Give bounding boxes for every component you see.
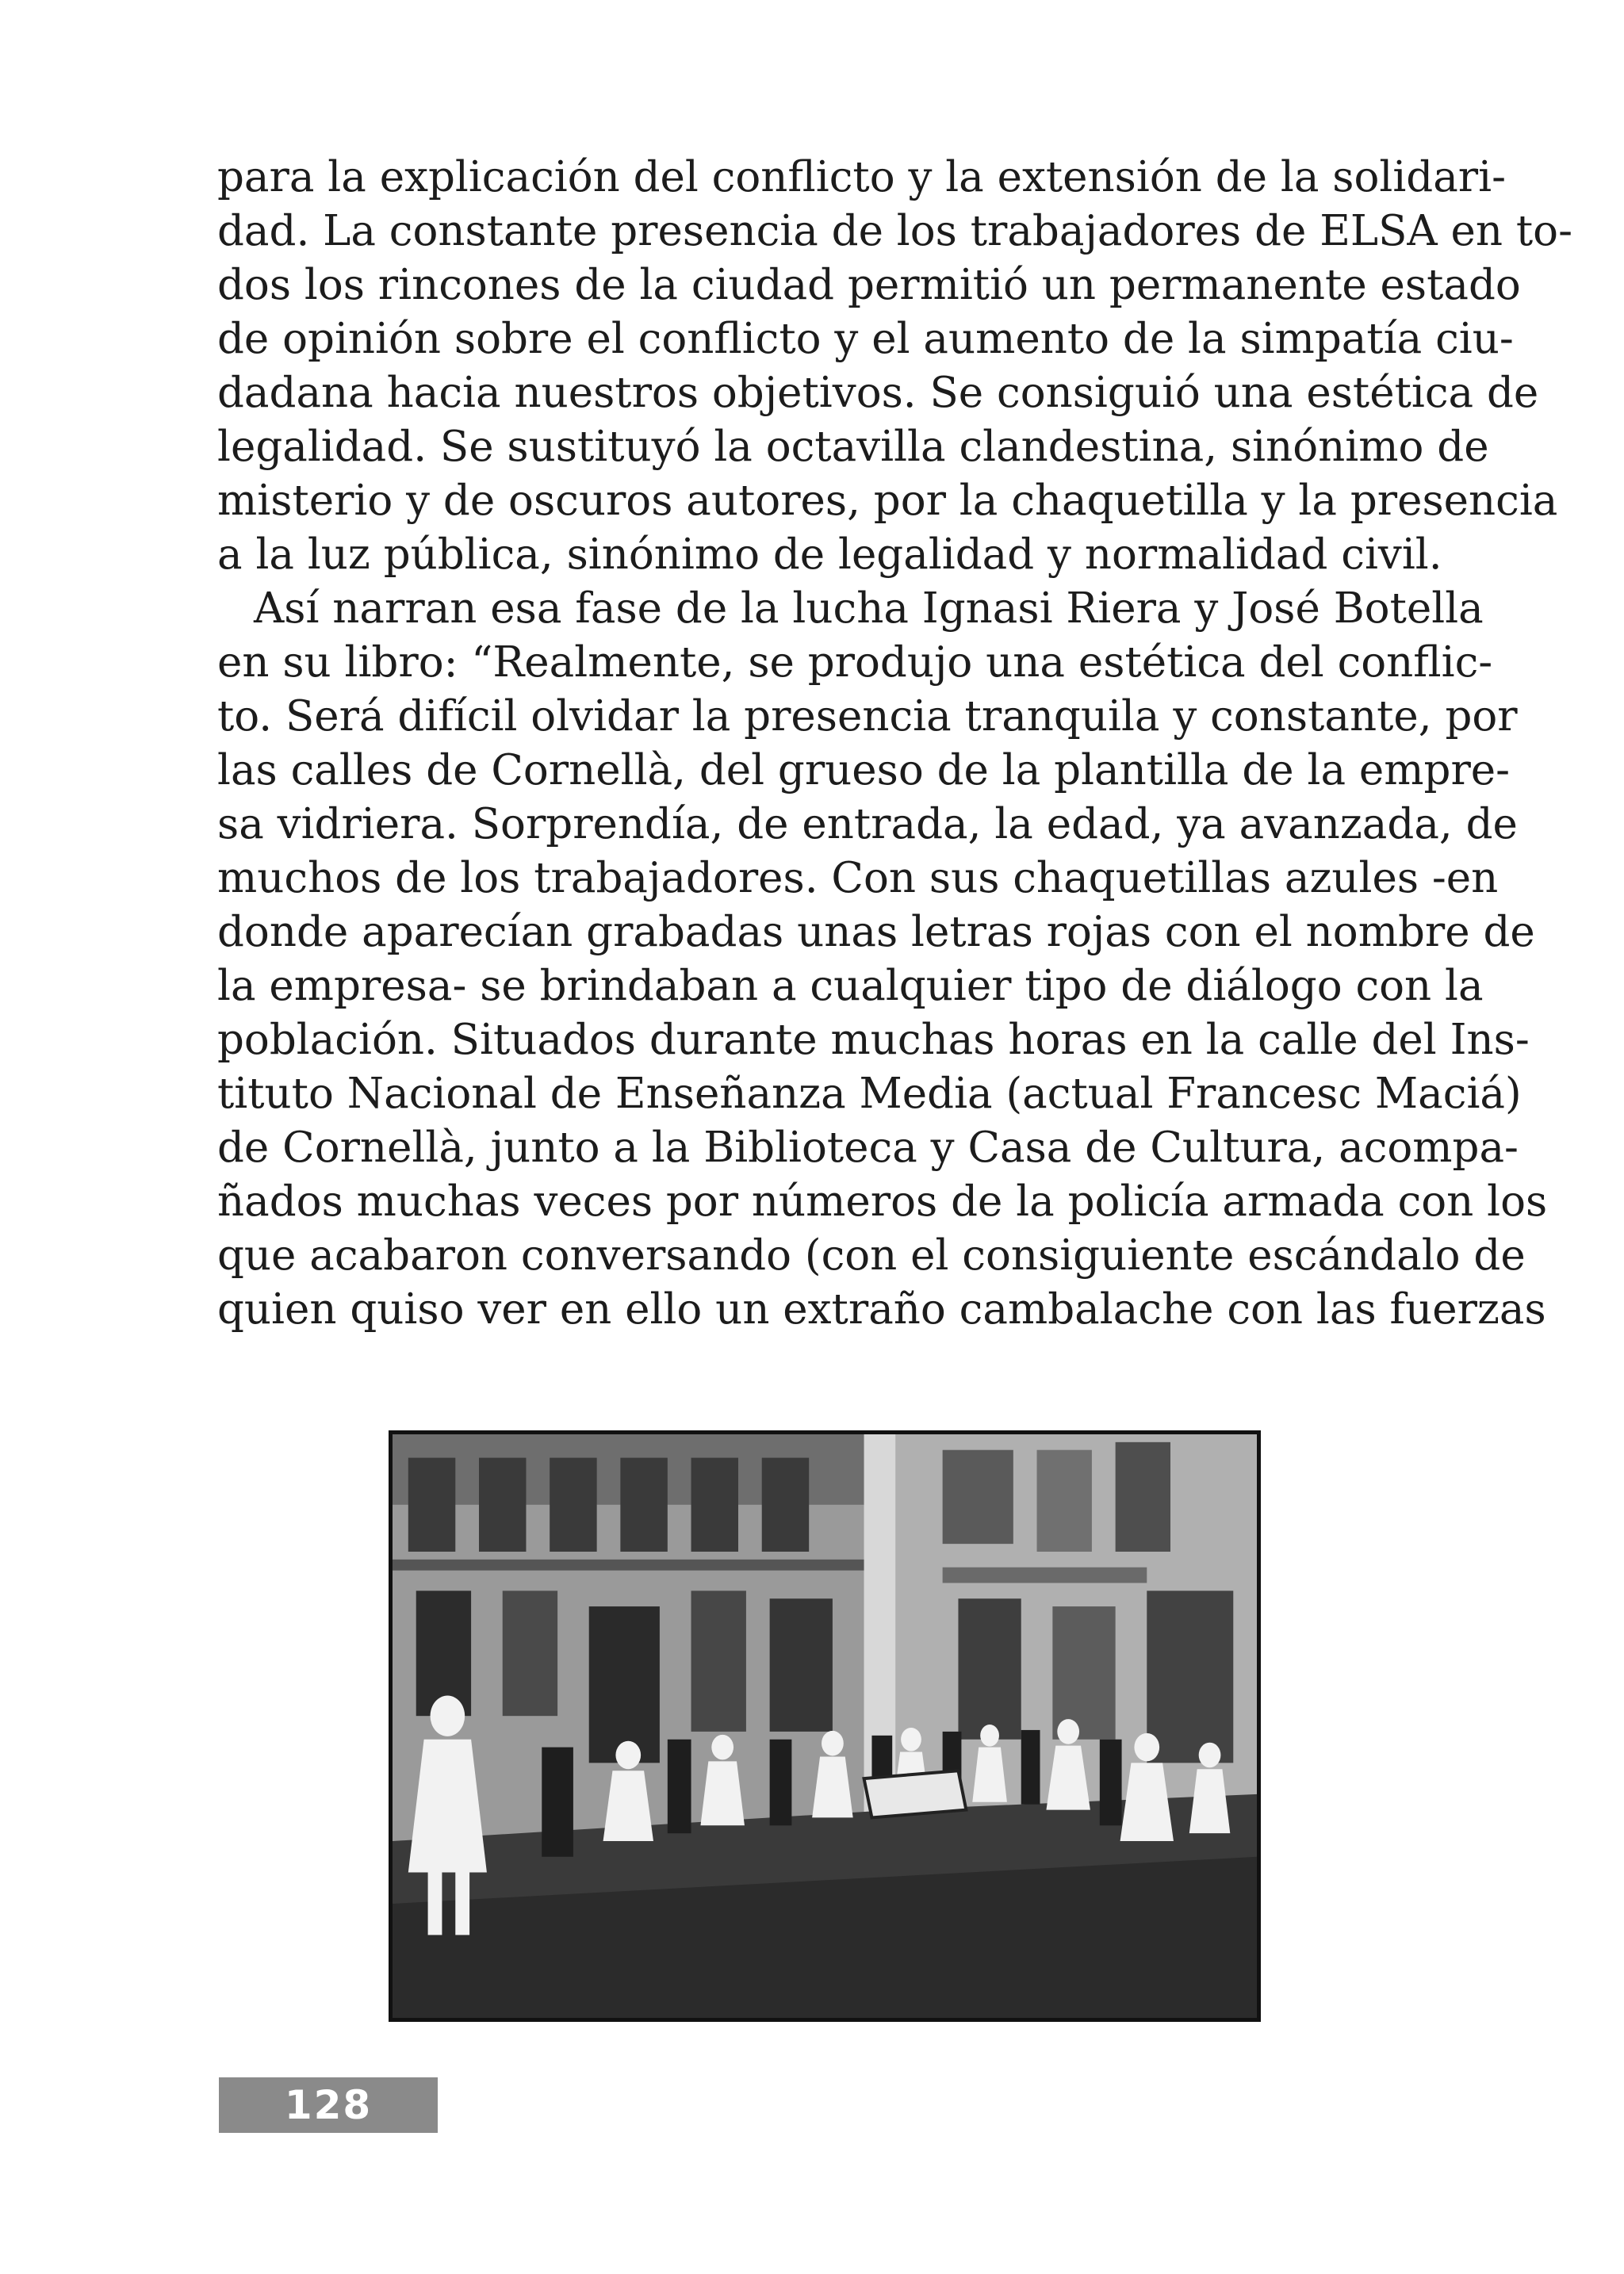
photo-illustration (393, 1434, 1257, 2018)
text-line: ñados muchas veces por números de la policía armada con los (217, 1177, 1548, 1226)
text-line: de Cornellà, junto a la Biblioteca y Casa de Cultura, acompa- (217, 1124, 1519, 1172)
text-line: dos los rincones de la ciudad permitió un permanente estado (217, 261, 1521, 309)
text-line: en su libro: “Realmente, se produjo una estética del conflic- (217, 638, 1493, 687)
text-line: legalidad. Se sustituyó la octavilla clandestina, sinónimo de (217, 423, 1489, 471)
text-line: que acabaron conversando (con el consiguiente escándalo de (217, 1231, 1526, 1280)
page-number-box (219, 2077, 438, 2133)
text-line: tituto Nacional de Enseñanza Media (actual Francesc Maciá) (217, 1070, 1522, 1118)
body-text (217, 151, 1572, 1337)
text-line: quien quiso ver en ello un extraño cambalache con las fuerzas (217, 1285, 1546, 1334)
text-line: dadana hacia nuestros objetivos. Se consiguió una estética de (217, 369, 1539, 417)
text-line: población. Situados durante muchas horas en la calle del Ins- (217, 1016, 1530, 1064)
text-line: dad. La constante presencia de los trabajadores de ELSA en to- (217, 207, 1572, 255)
text-line: to. Será difícil olvidar la presencia tranquila y constante, por (217, 692, 1518, 741)
text-line: misterio y de oscuros autores, por la chaquetilla y la presencia (217, 477, 1558, 525)
text-line: sa vidriera. Sorprendía, de entrada, la edad, ya avanzada, de (217, 800, 1518, 848)
text-line: muchos de los trabajadores. Con sus chaquetillas azules -en (217, 854, 1499, 902)
page-number: 128 (284, 2082, 373, 2128)
text-line: para la explicación del conflicto y la extensión de la solidari- (217, 153, 1506, 201)
text-line: las calles de Cornellà, del grueso de la plantilla de la empre- (217, 746, 1511, 794)
text-line: la empresa- se brindaban a cualquier tipo de diálogo con la (217, 962, 1484, 1010)
street-march-photo (389, 1430, 1261, 2022)
text-line: de opinión sobre el conflicto y el aumento de la simpatía ciu- (217, 315, 1514, 363)
text-line: a la luz pública, sinónimo de legalidad y normalidad civil. (217, 530, 1442, 579)
text-line: donde aparecían grabadas unas letras rojas con el nombre de (217, 908, 1535, 956)
text-line: Así narran esa fase de la lucha Ignasi Riera y José Botella (254, 584, 1484, 633)
